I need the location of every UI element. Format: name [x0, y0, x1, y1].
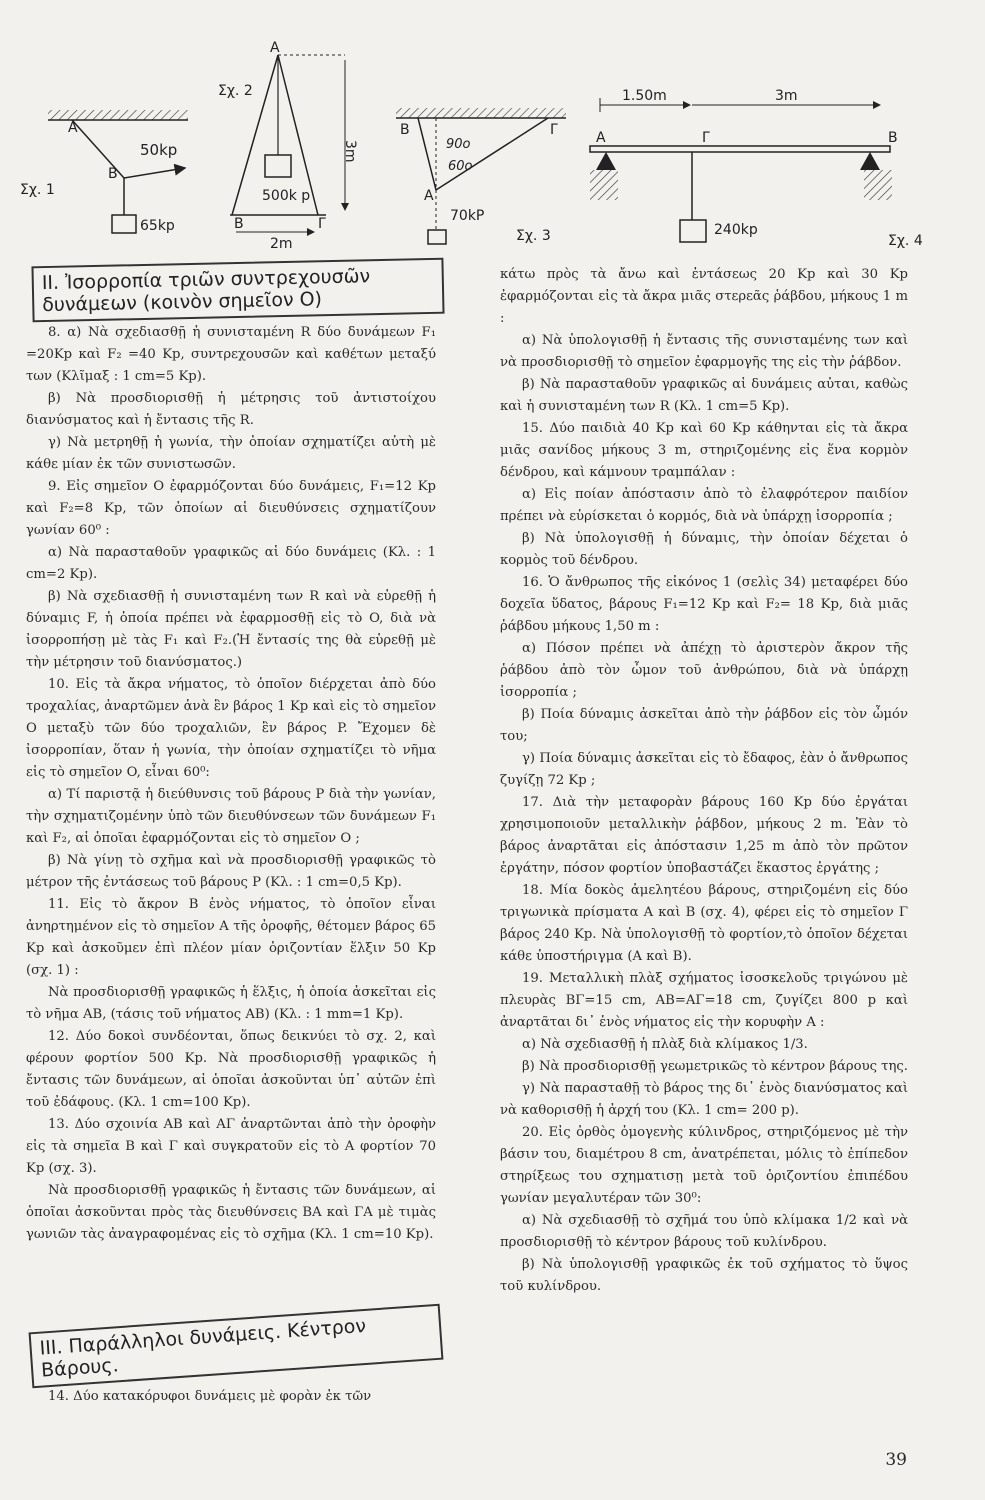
fig4-weight-label: 240kp [714, 222, 758, 238]
problem-17: 17. Διὰ τὴν μεταφορὰν βάρους 160 Kp δύο ἐργάται χρησιμοποιοῦν μεταλλικὴν ῥάβδον, μήκους 2 m. Ἐὰν τὸ βάρος ἀναρτᾶται εἰς ἀπόστασιν 1,25 m ἀπὸ τὸν πρῶτον ἐργάτην, πόσον φορτίον ὑποβαστάζει ἕκαστος ἐργάτης ; [500, 795, 908, 876]
fig2-height-label: 3m [342, 140, 358, 163]
fig4-label-g: Γ [702, 130, 710, 146]
fig1-force-arrow [124, 168, 185, 178]
fig2-label-b: B [234, 216, 244, 232]
fig1-weight-box [112, 215, 136, 233]
fig2-caption: Σχ. 2 [218, 83, 253, 99]
fig1-label-a: A [68, 120, 78, 136]
problem-15b: β) Νὰ ὑπολογισθῇ ἡ δύναμις, τὴν ὁποίαν δέχεται ὁ κορμὸς τοῦ δένδρου. [500, 531, 908, 568]
problem-14b: β) Νὰ παρασταθοῦν γραφικῶς αἱ δυνάμεις αὐται, καθὼς καὶ ἡ συνισταμένη των R (Κλ. 1 cm=5 Kp). [500, 377, 908, 414]
problem-19b: β) Νὰ προσδιορισθῇ γεωμετρικῶς τὸ κέντρον βάρους της. [522, 1059, 908, 1074]
section-2-title: II. Ἰσορροπία τριῶν συντρεχουσῶν δυνάμεων (κοινὸν σημεῖον O) [31, 258, 444, 323]
left-column [26, 322, 436, 1246]
problem-14a: α) Νὰ ὑπολογισθῇ ἡ ἔντασις τῆς συνισταμένης των καὶ νὰ προσδιορισθῇ τὸ σημεῖον ἐφαρμογῆς της εἰς τὴν ῥάβδον. [500, 333, 908, 370]
fig3-caption: Σχ. 3 [516, 228, 551, 244]
problem-9: 9. Εἰς σημεῖον O ἐφαρμόζονται δύο δυνάμεις, F₁=12 Kp καὶ F₂=8 Kp, τῶν ὁποίων αἱ διευθύνσεις σχηματίζουν γωνίαν 60⁰ : [26, 479, 436, 538]
problem-20a: α) Νὰ σχεδιασθῇ τὸ σχῆμά του ὑπὸ κλίμακα 1/2 καὶ νὰ προσδιορισθῇ τὸ κέντρον βάρους τοῦ κυλίνδρου. [500, 1213, 908, 1250]
problem-16b: β) Ποία δύναμις ἀσκεῖται ἀπὸ τὴν ῥάβδον εἰς τὸν ὦμόν του; [500, 707, 908, 744]
problem-13: 13. Δύο σχοινία AB καὶ AΓ ἀναρτῶνται ἀπὸ τὴν ὀροφὴν εἰς τὰ σημεῖα B καὶ Γ καὶ συγκρατοῦν εἰς τὸ A φορτίον 70 Kp (σχ. 3). [26, 1117, 436, 1176]
problem-11a: Νὰ προσδιορισθῇ γραφικῶς ἡ ἕλξις, ἡ ὁποία ἀσκεῖται εἰς τὸ νῆμα AB, (τάσις τοῦ νήματος AB) (Κλ. : 1 mm=1 Kp). [26, 985, 436, 1022]
figure-4 [590, 88, 923, 249]
problem-8c: γ) Νὰ μετρηθῇ ἡ γωνία, τὴν ὁποίαν σχηματίζει αὐτὴ μὲ κάθε μίαν ἐκ τῶν συνιστωσῶν. [26, 435, 436, 472]
fig3-rope-ab [418, 118, 436, 190]
fig3-label-a: A [424, 188, 434, 204]
problem-12: 12. Δύο δοκοὶ συνδέονται, ὅπως δεικνύει τὸ σχ. 2, καὶ φέρουν φορτίον 500 Kp. Νὰ προσδιορισθῇ γραφικῶς ἡ ἔντασις τῶν δυνάμεων, αἱ ὁποῖαι ἀσκοῦνται ὑπ᾽ αὐτῶν ἐπὶ τοῦ ἐδάφους. (Κλ. 1 cm=100 Kp). [26, 1029, 436, 1110]
fig4-support-a [596, 152, 616, 170]
problem-16a: α) Πόσον πρέπει νὰ ἀπέχῃ τὸ ἀριστερὸν ἄκρον τῆς ῥάβδου ἀπὸ τὸν ὦμον τοῦ ἀνθρώπου, διὰ νὰ ὑπάρχῃ ἰσορροπία ; [500, 641, 908, 700]
page-number: 39 [885, 1450, 907, 1470]
fig4-support-b [860, 152, 880, 170]
fig2-weight-box [265, 155, 291, 177]
fig4-dist1: 1.50m [622, 88, 667, 104]
fig1-caption: Σχ. 1 [20, 182, 55, 198]
figure-2 [218, 40, 358, 252]
problem-14-start: 14. Δύο κατακόρυφοι δυνάμεις μὲ φορὰν ἐκ τῶν [48, 1389, 372, 1404]
fig4-label-b: B [888, 130, 898, 146]
problem-20b: β) Νὰ ὑπολογισθῇ γραφικῶς ἐκ τοῦ σχήματος τὸ ὕψος τοῦ κυλίνδρου. [500, 1257, 908, 1294]
fig1-weight-label: 65kp [140, 218, 175, 234]
fig4-caption: Σχ. 4 [888, 233, 923, 249]
fig2-weight-label: 500k p [262, 188, 311, 204]
problem-15a: α) Εἰς ποίαν ἀπόστασιν ἀπὸ τὸ ἐλαφρότερον παιδίον πρέπει νὰ εὑρίσκεται ὁ κορμός, διὰ νὰ ὑπάρχῃ ἰσορροπία ; [500, 487, 908, 524]
problem-10a: α) Τί παριστᾷ ἡ διεύθυνσις τοῦ βάρους P διὰ τὴν γωνίαν, τὴν σχηματιζομένην ὑπὸ τῶν διευθύνσεων τῶν δυνάμεων F₁ καὶ F₂, αἱ ὁποῖαι ἐφαρμόζονται εἰς τὸ σημεῖον O ; [26, 787, 436, 846]
figure-3 [396, 108, 566, 244]
fig2-label-a: A [270, 40, 280, 56]
fig1-label-b: B [108, 166, 118, 182]
fig4-weight-box [680, 220, 706, 242]
fig3-angle1: 90ο [446, 137, 471, 152]
fig3-rope-ag [436, 118, 548, 190]
problem-8b: β) Νὰ προσδιορισθῇ ἡ μέτρησις τοῦ ἀντιστοίχου διανύσματος καὶ ἡ ἔντασις τῆς R. [26, 391, 436, 428]
problem-19: 19. Μεταλλικὴ πλὰξ σχήματος ἰσοσκελοῦς τριγώνου μὲ πλευρὰς BΓ=15 cm, AB=AΓ=18 cm, ζυγίζει 800 p καὶ ἀναρτᾶται δι᾽ ἑνὸς νήματος εἰς τὴν κορυφὴν A : [500, 971, 908, 1030]
fig3-weight-label: 70kP [450, 208, 485, 224]
fig3-label-g: Γ [550, 122, 558, 138]
problem-19c: γ) Νὰ παρασταθῇ τὸ βάρος της δι᾽ ἑνὸς διανύσματος καὶ νὰ καθορισθῇ ἡ ἀρχή του (Κλ. 1 cm= 200 p). [500, 1081, 908, 1118]
problem-9b: β) Νὰ σχεδιασθῇ ἡ συνισταμένη των R καὶ νὰ εὑρεθῇ ἡ δύναμις F, ἡ ὁποία πρέπει νὰ ἐφαρμοσθῇ εἰς τὸ O, διὰ νὰ ἰσορροπήσῃ μὲ τὰς F₁ καὶ F₂.(Ἡ ἔντασίς της θὰ εὑρεθῇ μὲ τὴν μέτρησιν τοῦ διανύσματος.) [26, 589, 436, 670]
problem-10: 10. Εἰς τὰ ἄκρα νήματος, τὸ ὁποῖον διέρχεται ἀπὸ δύο τροχαλίας, ἀναρτῶμεν ἀνὰ ἓν βάρος 1 Kp καὶ εἰς τὸ σημεῖον O μεταξὺ τῶν δύο τροχαλιῶν, ἓν βάρος P. Ἔχομεν δὲ ἰσορροπίαν, ὅταν ἡ γωνία, τὴν ὁποίαν σχηματίζει τὸ νῆμα εἰς τὸ σημεῖον O, εἶναι 60⁰: [26, 677, 436, 780]
problem-10b: β) Νὰ γίνῃ τὸ σχῆμα καὶ νὰ προσδιορισθῇ γραφικῶς τὸ μέτρον τῆς ἐντάσεως τοῦ βάρους P (Κλ. : 1 cm=0,5 Kp). [26, 853, 436, 890]
fig1-ceiling [48, 110, 188, 120]
problem-16: 16. Ὁ ἄνθρωπος τῆς εἰκόνος 1 (σελὶς 34) μεταφέρει δύο δοχεῖα ὕδατος, βάρους F₁=12 Kp καὶ F₂= 18 Kp, διὰ μιᾶς ῥάβδου μήκους 1,50 m : [500, 575, 908, 634]
problem-20: 20. Εἰς ὀρθὸς ὁμογενὴς κύλινδρος, στηριζόμενος μὲ τὴν βάσιν του, διαμέτρου 8 cm, ἀνατρέπεται, μόλις τὸ ἐπίπεδον στηρίξεως του σχηματισῃ μετὰ τοῦ ὁριζοντίου ἐπιπέδου γωνίαν μεγαλυτέραν τῶν 30⁰: [500, 1125, 908, 1206]
section-3-title: III. Παράλληλοι δυνάμεις. Κέντρον Βάρους. [29, 1304, 444, 1389]
fig3-angle2: 60ο [448, 159, 473, 174]
problem-8: 8. α) Νὰ σχεδιασθῇ ἡ συνισταμένη R δύο δυνάμεων F₁ =20Kp καὶ F₂ =40 Kp, συντρεχουσῶν καὶ καθέτων μεταξύ των (Κλῖμαξ : 1 cm=5 Kp). [26, 325, 436, 384]
problem-15: 15. Δύο παιδιὰ 40 Kp καὶ 60 Kp κάθηνται εἰς τὰ ἄκρα μιᾶς σανίδος μήκους 3 m, στηριζομένης εἰς ἕνα κορμὸν δένδρου, καὶ κάμνουν τραμπάλαν : [500, 421, 908, 480]
fig4-label-a: A [596, 130, 606, 146]
fig2-label-g: Γ [318, 216, 326, 232]
problem-16c: γ) Ποία δύναμις ἀσκεῖται εἰς τὸ ἔδαφος, ἐὰν ὁ ἄνθρωπος ζυγίζῃ 72 Kp ; [500, 751, 908, 788]
problem-19a: α) Νὰ σχεδιασθῇ ἡ πλὰξ διὰ κλίμακος 1/3. [522, 1037, 808, 1052]
problem-11: 11. Εἰς τὸ ἄκρον B ἑνὸς νήματος, τὸ ὁποῖον εἶναι ἀνηρτημένον εἰς τὸ σημεῖον A τῆς ὀροφῆς, θέτομεν βάρος 65 Kp καὶ ἀσκοῦμεν ἐπὶ πλέον μίαν ὁριζοντίαν ἕλξιν 50 Kp (σχ. 1) : [26, 897, 436, 978]
figures-area [0, 0, 985, 260]
problem-9a: α) Νὰ παρασταθοῦν γραφικῶς αἱ δύο δυνάμεις (Κλ. : 1 cm=2 Kp). [26, 545, 436, 582]
problem-13a: Νὰ προσδιορισθῇ γραφικῶς ἡ ἔντασις τῶν δυνάμεων, αἱ ὁποῖαι ἀσκοῦνται πρὸς τὰς διευθύνσεις BA καὶ ΓA μὲ τιμὰς γωνιῶν τὰς ἀναγραφομένας εἰς τὸ σχῆμα (Κλ. 1 cm=10 Kp). [26, 1183, 436, 1242]
fig1-force-label: 50kp [140, 141, 178, 159]
fig4-dist2: 3m [775, 88, 798, 104]
fig2-width-label: 2m [270, 236, 293, 252]
right-column [500, 264, 908, 1298]
fig3-label-b: B [400, 122, 410, 138]
fig4-beam [590, 146, 890, 152]
problem-14-cont: κάτω πρὸς τὰ ἄνω καὶ ἐντάσεως 20 Kp καὶ 30 Kp ἐφαρμόζονται εἰς τὰ ἄκρα μιᾶς στερεᾶς ῥάβδου, μήκους 1 m : [500, 267, 908, 326]
figure-1 [20, 110, 188, 234]
fig3-ceiling [396, 108, 566, 118]
fig3-weight-box [428, 230, 446, 244]
problem-18: 18. Μία δοκὸς ἀμελητέου βάρους, στηριζομένη εἰς δύο τριγωνικὰ πρίσματα A καὶ B (σχ. 4), φέρει εἰς τὸ σημεῖον Γ βάρος 240 Kp. Νὰ ὑπολογισθῇ τὸ φορτίον,τὸ ὁποῖον δέχεται κάθε ὑποστήριγμα (A καὶ B). [500, 883, 908, 964]
